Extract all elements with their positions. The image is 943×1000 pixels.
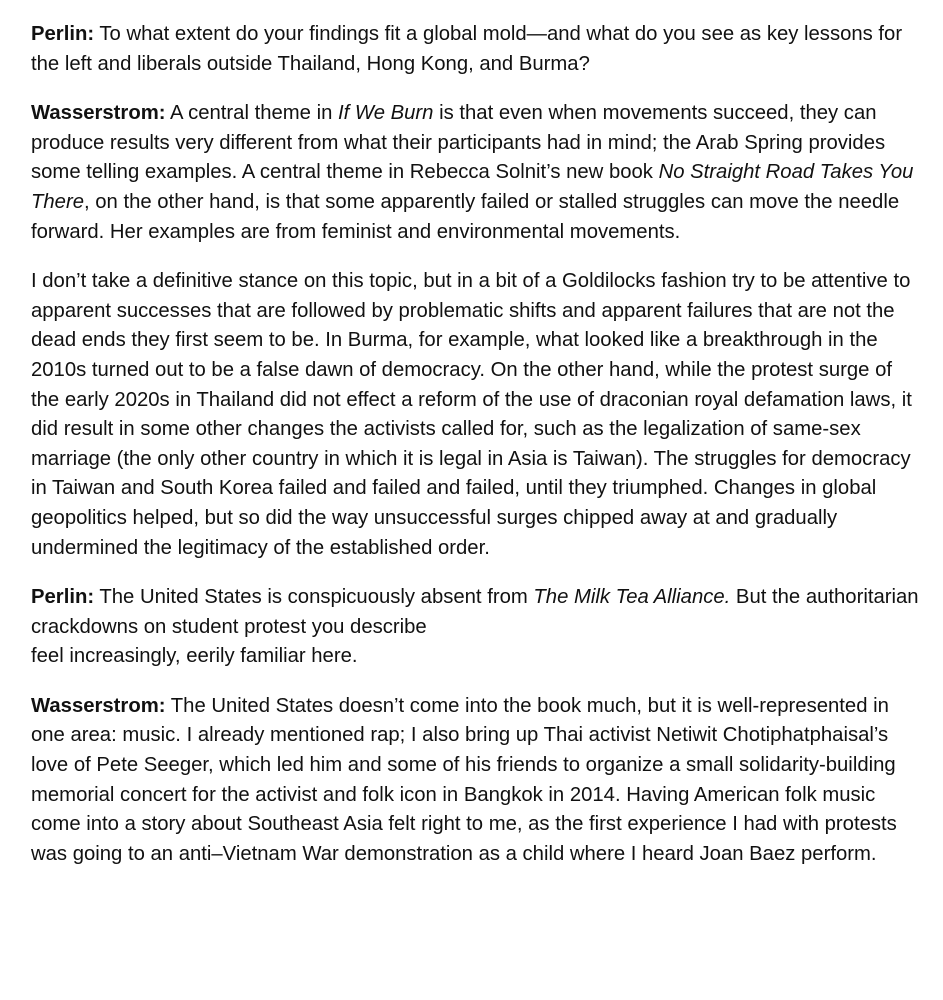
book-title: If We Burn <box>338 102 434 125</box>
paragraph-text: I don’t take a definitive stance on this topic, but in a bit of a Goldilocks fashion try to be attentive to apparent successes that are followed by problematic shifts and apparent failures that are not the dead ends they first seem to be. In Burma, for example, what looked like a breakthrough in the 2010s turned out to be a false dawn of democracy. On the other hand, while the protest surge of the early 2020s in Thailand did not effect a reform of the use of draconian royal defamation laws, it did result in some other changes the activists called for, such as the legalization of same-sex marriage (the only other country in which it is legal in Asia is Taiwan). The struggles for democracy in Taiwan and South Korea failed and failed and failed, until they triumphed. Changes in global geopolitics helped, but so did the way unsuccessful surges chipped away at and gradually undermined the legitimacy of the established order. <box>31 270 912 559</box>
paragraph-text: But the authoritarian crackdowns on student protest you describe <box>31 586 919 638</box>
paragraph-text: is that even when movements succeed, they can produce results very different from what their participants had in mind; the Arab Spring provides some telling examples. A central theme in Rebecca Solnit’s new book <box>31 102 886 184</box>
paragraph-text: The United States doesn’t come into the book much, but it is well-represented in one area: music. I already mentioned rap; I also bring up Thai activist Netiwit Chotiphatphaisal’s love of Pete Seeger, which led him and some of his friends to organize a small solidarity-building memorial concert for the activist and folk icon in Bangkok in 2014. Having American folk music come into a story about Southeast Asia felt right to me, as the first experience I had with protests was going to an anti–Vietnam War demonstration as a child where I heard Joan Baez perform. <box>31 694 897 865</box>
paragraph-text: To what extent do your findings fit a global mold—and what do you see as key lessons for the left and liberals outside Thailand, Hong Kong, and Burma? <box>31 23 903 75</box>
interview-paragraph <box>31 583 923 672</box>
paragraph-text: The United States is conspicuously absent from <box>94 586 534 609</box>
speaker-name: Wasserstrom: <box>31 694 166 717</box>
speaker-name: Perlin: <box>31 23 95 45</box>
book-title: The Milk Tea Alliance. <box>533 586 731 609</box>
speaker-name: Perlin: <box>31 586 95 609</box>
interview-paragraph <box>31 692 923 870</box>
paragraph-text: , on the other hand, is that some apparently failed or stalled struggles can move the needle forward. Her examples are from feminist and environmental movements. <box>31 190 900 243</box>
interview-paragraph <box>31 99 923 247</box>
book-title: No Straight Road Takes You There <box>31 161 914 213</box>
interview-paragraph <box>31 20 923 79</box>
interview-paragraph <box>31 267 923 563</box>
speaker-name: Wasserstrom: <box>31 102 166 125</box>
paragraph-text: feel increasingly, eerily familiar here. <box>31 645 358 668</box>
paragraph-text: A central theme in <box>165 102 339 125</box>
